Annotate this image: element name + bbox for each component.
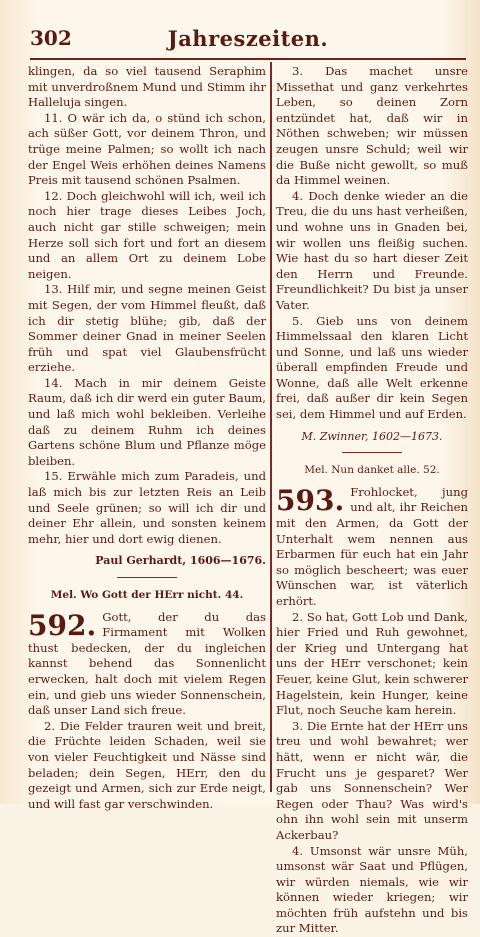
verse: 2. Die Felder trauren weit und breit, die Früchte leiden Schaden, weil sie von vieler Feuchtigkeit und Nässe sind beladen; dein Segen, HErr, den du gezeigt und Armen, sich zur Erde neigt, und will fast gar verschwinden. [28,719,266,813]
hymn-start [28,610,266,719]
continued-text: klingen, da so viel tausend Seraphim mit unverdroßnem Mund und Stimm ihr Halleluja singen. [28,64,266,111]
verse: 12. Doch gleichwohl will ich, weil ich noch hier trage dieses Leibes Joch, auch nicht gar stille schweigen; mein Herze soll sich fort und fort an diesem und an allem Ort zu deinem Lobe neigen. [28,189,266,283]
header-rule [30,58,466,60]
verse: 11. O wär ich da, o stünd ich schon, ach süßer Gott, vor deinem Thron, und trüge meine Palmen; so wollt ich nach der Engel Weis erhöhen deines Namens Preis mit tausend schönen Psalmen. [28,111,266,189]
melody-line: Mel. Wo Gott der HErr nicht. 44. [28,588,266,604]
left-column [28,64,266,812]
section-rule [342,452,402,453]
verse: 2. So hat, Gott Lob und Dank, hier Fried und Ruh gewohnet, der Krieg und Untergang hat uns der HErr verschonet; kein Feuer, keine Glut, kein schwerer Hagelstein, kein Hunger, keine Flut, noch Seuche kam herein. [276,610,468,719]
right-column [276,64,468,937]
verse: 13. Hilf mir, und segne meinen Geist mit Segen, der vom Himmel fleußt, daß ich dir stetig blühe; gib, daß der Sommer deiner Gnad in meiner Seelen früh und spat viel Glaubensfrücht erziehe. [28,282,266,376]
verse: 4. Umsonst wär unsre Müh, umsonst wär Saat und Pflügen, wir würden niemals, wie wir können wieder kriegen; wir möchten früh aufstehn und bis zur Mitter. [276,844,468,937]
verse: 14. Mach in mir deinem Geiste Raum, daß ich dir werd ein guter Baum, und laß mich wohl bekleiben. Verleihe daß zu deinem Ruhm ich deines Gartens schöne Blum und Pflanze möge bleiben. [28,376,266,470]
hymn-number: 593. [276,487,344,515]
running-title: Jahreszeiten. [30,26,466,51]
hymn-start [276,485,468,610]
verse: 5. Gieb uns von deinem Himmelssaal den klaren Licht und Sonne, und laß uns wieder überall empfinden Freude und Wonne, daß alle Welt erkenne frei, daß außer dir kein Segen sei, dem Himmel und auf Erden. [276,314,468,423]
page-header [30,26,466,56]
melody-line: Mel. Nun danket alle. 52. [276,463,468,479]
section-rule [117,577,177,578]
hymn-author: M. Zwinner, 1602—1673. [276,429,468,445]
hymn-number: 592. [28,612,96,640]
verse: 4. Doch denke wieder an die Treu, die du uns hast verheißen, und wohne uns in Gnaden bei, wir wollen uns fleißig suchen. Wie hast du so hart dieser Zeit den Herrn und Freunde. Freundlichkeit? Du bist ja unser Vater. [276,189,468,314]
verse: 15. Erwähle mich zum Paradeis, und laß mich bis zur letzten Reis an Leib und Seele grünen; so will ich dir und deiner Ehr allein, und sonsten keinem mehr, hier und dort ewig dienen. [28,469,266,547]
page-number: 302 [30,26,72,50]
hymn-text: Frohlocket, jung und alt, ihr Reichen mit den Armen, da Gott der Unterhalt wem nennen aus Erbarmen für euch hat ein Jahr so möglich bescheert; was euer Wünschen war, ist väterlich erhört. [276,485,468,608]
column-divider [270,62,272,792]
hymn-text: Gott, der du das Firmament mit Wolken thust bedecken, der du ingleichen kannst behend das Sonnenlicht erwecken, halt doch mit vielem Regen ein, und gieb uns wieder Sonnenschein, daß unser Land sich freue. [28,610,266,718]
hymn-author: Paul Gerhardt, 1606—1676. [28,553,266,569]
verse: 3. Das machet unsre Missethat und ganz verkehrtes Leben, so deinen Zorn entzündet hat, daß wir in Nöthen schweben; wir müssen zeugen unsre Schuld; weil wir die Buße nicht gewollt, so muß da Himmel weinen. [276,64,468,189]
verse: 3. Die Ernte hat der HErr uns treu und wohl bewahret; wer hätt, wenn er nicht wär, die Frucht uns je gesparet? Wer gab uns Sonnenschein? Wer Regen oder Thau? Was wird's ohn ihn wohl sein mit unserm Ackerbau? [276,719,468,844]
